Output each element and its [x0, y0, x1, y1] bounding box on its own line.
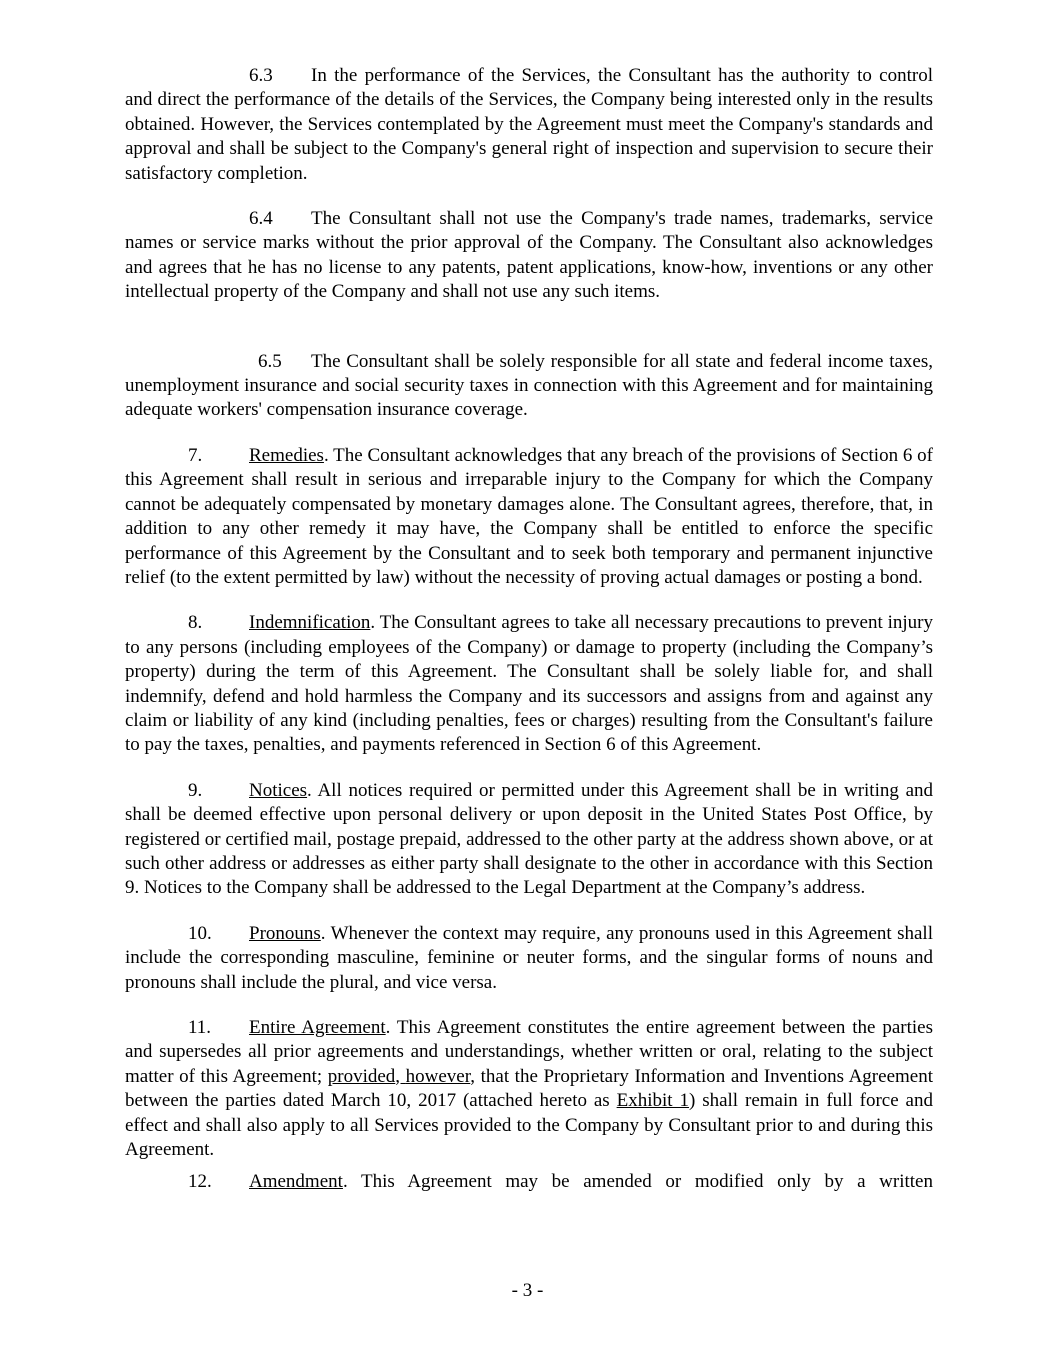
paragraph-6-5 [125, 350, 933, 423]
comma-separator: , [395, 1065, 406, 1087]
section-9-notices [125, 779, 933, 901]
paragraph-6-3 [125, 64, 933, 186]
provided-term: provided [327, 1065, 396, 1087]
section-heading: Entire Agreement [249, 1017, 386, 1038]
section-text: . All notices required or permitted under this Agreement shall be in writing and shall be deemed effective upon personal delivery or upon deposit in the United States Post Office, by registered or certified mail, postage prepaid, addressed to the other party at the address shown above, or at such other address or addresses as either party shall designate to the other in accordance with this Section 9. Notices to the Company shall be addressed to the Legal Department at the Company’s address. [125, 779, 933, 899]
section-heading: Indemnification [249, 612, 371, 634]
section-text: , that the Proprietary Information and Inventions Agreement between the parties dated March 10, 2017 (attached hereto as [125, 1065, 933, 1112]
paragraph-text: In the performance of the Services, the Consultant has the authority to control and direct the performance of the details of the Services, the Company being interested only in the results obtained. However, the Services contemplated by the Agreement must meet the Company's standards and approval and shall be subject to the Company's general right of inspection and supervision to secure their satisfactory completion. [125, 65, 933, 184]
exhibit-reference: Exhibit 1 [616, 1090, 689, 1112]
page-number: - 3 - [511, 1280, 544, 1301]
document-page [125, 64, 933, 1195]
section-heading: Remedies [249, 444, 324, 466]
however-term: however [405, 1065, 471, 1087]
section-heading: Pronouns [249, 922, 321, 944]
paragraph-6-4 [125, 207, 933, 305]
section-heading: Amendment [249, 1171, 343, 1193]
section-text: ) shall remain in full force and effect and shall also apply to all Services provided to the Company by Consultant prior to and during this Agreement. [125, 1090, 933, 1161]
section-number: 11. [188, 1017, 212, 1038]
paragraph-number: 6.5 [258, 350, 282, 372]
section-7-remedies [125, 444, 933, 590]
section-text: . This Agreement constitutes the entire agreement between the parties and supersedes all prior agreements and understandings, whether written or oral, relating to the subject matter of this Agreement; [125, 1017, 933, 1087]
paragraph-text: The Consultant shall not use the Company's trade names, trademarks, service names or service marks without the prior approval of the Company. The Consultant also acknowledges and agrees that he has no license to any patents, patent applications, know-how, inventions or any other intellectual property of the Company and shall not use any such items. [125, 208, 933, 303]
section-number: 9. [188, 779, 203, 801]
section-number: 12. [188, 1171, 212, 1193]
section-number: 8. [188, 612, 203, 634]
section-text: . The Consultant acknowledges that any breach of the provisions of Section 6 of this Agreement shall result in serious and irreparable injury to the Company for which the Company cannot be adequately compensated by monetary damages alone. The Consultant agrees, therefore, that, in addition to any other remedy it may have, the Company shall be entitled to enforce the specific performance of this Agreement by the Consultant and to seek both temporary and permanent injunctive relief (to the extent permitted by law) without the necessity of proving actual damages or posting a bond. [125, 444, 933, 588]
section-text: . Whenever the context may require, any pronouns used in this Agreement shall include the corresponding masculine, feminine or neuter forms, and the singular forms of nouns and pronouns shall include the plural, and vice versa. [125, 922, 933, 993]
section-text: . The Consultant agrees to take all necessary precautions to prevent injury to any persons (including employees of the Company) or damage to property (including the Company’s property) during the term of this Agreement. The Consultant shall be solely liable for, and shall indemnify, defend and hold harmless the Company and its successors and assigns from and against any claim or liability of any kind (including penalties, fees or charges) resulting from the Consultant's failure to pay the taxes, penalties, and payments referenced in Section 6 of this Agreement. [125, 612, 933, 756]
section-10-pronouns [125, 922, 933, 995]
paragraph-text: The Consultant shall be solely responsible for all state and federal income taxes, unemployment insurance and social security taxes in connection with this Agreement and for maintaining adequate workers' compensation insurance coverage. [125, 350, 933, 421]
section-11-entire-agreement [125, 1016, 933, 1162]
section-text: . This Agreement may be amended or modified only by a written [342, 1171, 933, 1193]
section-12-amendment [125, 1170, 933, 1194]
section-number: 7. [188, 444, 203, 466]
section-8-indemnification [125, 611, 933, 757]
section-heading: Notices [249, 779, 308, 801]
paragraph-number: 6.4 [249, 208, 273, 230]
paragraph-number: 6.3 [249, 65, 273, 86]
section-number: 10. [188, 922, 212, 944]
